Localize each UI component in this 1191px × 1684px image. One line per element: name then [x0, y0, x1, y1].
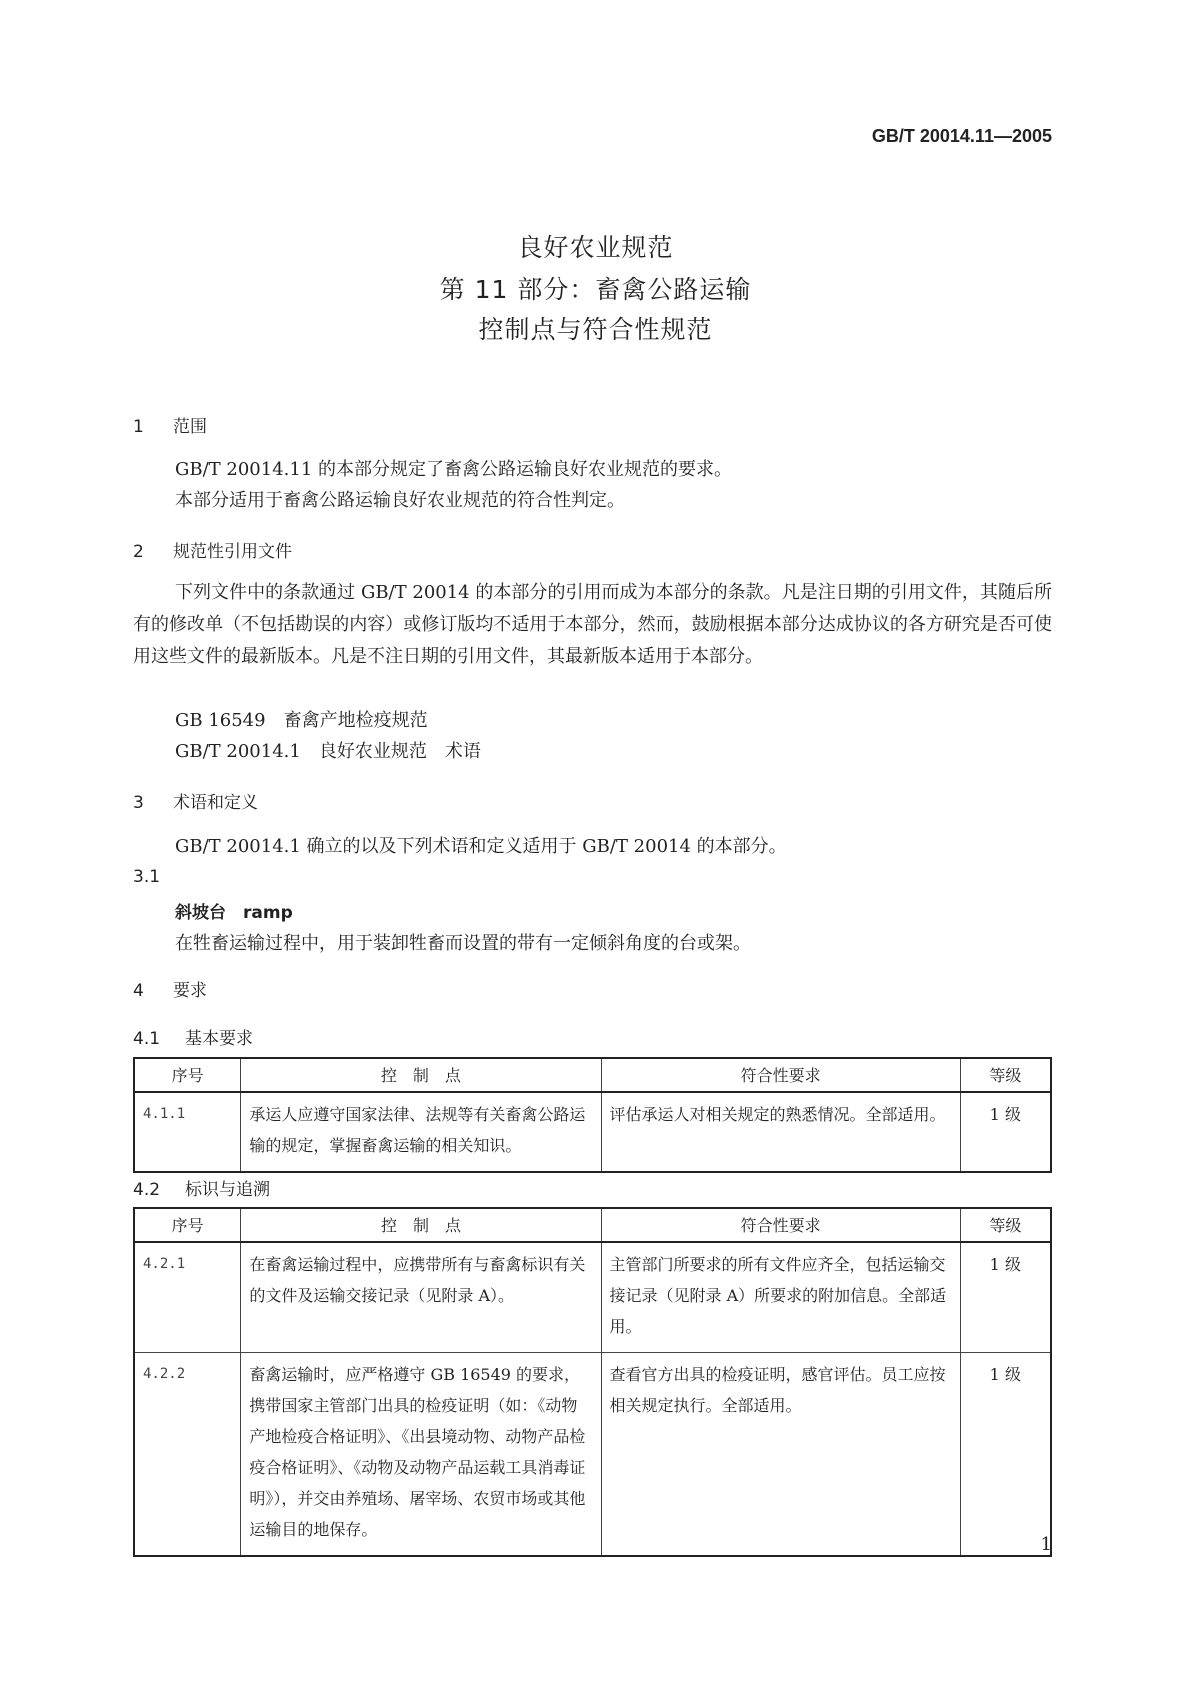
cell-id: 4.2.2 — [134, 1353, 241, 1557]
table-row — [134, 1092, 1051, 1172]
section-title: 术语和定义 — [173, 793, 258, 813]
section-title: 范围 — [173, 417, 207, 437]
section-1-heading — [133, 412, 207, 437]
section-title: 基本要求 — [185, 1029, 253, 1049]
table-header-row — [134, 1208, 1051, 1242]
definition: 在牲畜运输过程中，用于装卸牲畜而设置的带有一定倾斜角度的台或架。 — [175, 933, 751, 954]
cell-control-point: 在畜禽运输过程中，应携带所有与畜禽标识有关的文件及运输交接记录（见附录 A）。 — [241, 1242, 601, 1353]
subsection-number: 3.1 — [133, 867, 161, 887]
cell-id: 4.1.1 — [134, 1092, 241, 1172]
table-row — [134, 1242, 1051, 1353]
column-header: 序号 — [134, 1208, 241, 1242]
cell-id: 4.2.1 — [134, 1242, 241, 1353]
column-header: 符合性要求 — [601, 1208, 960, 1242]
table-header-row — [134, 1058, 1051, 1092]
table-row — [134, 1353, 1051, 1557]
section-number: 3 — [133, 793, 144, 813]
term: 斜坡台 ramp — [175, 903, 293, 923]
section-3-heading — [133, 788, 258, 813]
cell-level: 1 级 — [960, 1353, 1051, 1557]
reference-item: GB/T 20014.1 良好农业规范 术语 — [175, 741, 481, 762]
paragraph: GB/T 20014.1 确立的以及下列术语和定义适用于 GB/T 20014 的本部分。 — [175, 836, 787, 857]
column-header: 序号 — [134, 1058, 241, 1092]
section-number: 4.2 — [133, 1180, 161, 1200]
column-header: 符合性要求 — [601, 1058, 960, 1092]
page-number: 1 — [1040, 1534, 1052, 1555]
paragraph: 下列文件中的条款通过 GB/T 20014 的本部分的引用而成为本部分的条款。凡是注日期的引用文件，其随后所有的修改单（不包括勘误的内容）或修订版均不适用于本部分，然而，鼓励根据本部分达成协议的各方研究是否可使用这些文件的最新版本。凡是不注日期的引用文件，其最新版本适用于本部分。 — [133, 582, 1052, 667]
column-header: 控 制 点 — [241, 1208, 601, 1242]
section-title: 要求 — [173, 981, 207, 1001]
section-number: 4 — [133, 981, 144, 1001]
column-header: 等级 — [960, 1208, 1051, 1242]
column-header: 等级 — [960, 1058, 1051, 1092]
cell-level: 1 级 — [960, 1242, 1051, 1353]
table-identification-traceability — [133, 1207, 1052, 1557]
title-line-2: 第 11 部分：畜禽公路运输 — [439, 275, 752, 304]
cell-control-point: 畜禽运输时，应严格遵守 GB 16549 的要求，携带国家主管部门出具的检疫证明（如：《动物产地检疫合格证明》、《出县境动物、动物产品检疫合格证明》、《动物及动物产品运载工具消毒证明》），并交由养殖场、屠宰场、农贸市场或其他运输目的地保存。 — [241, 1353, 601, 1557]
cell-level: 1 级 — [960, 1092, 1051, 1172]
section-number: 1 — [133, 417, 144, 437]
section-4-heading — [133, 976, 207, 1001]
section-4-2-heading — [133, 1175, 270, 1200]
section-number: 2 — [133, 542, 144, 562]
title-line-1: 良好农业规范 — [517, 233, 674, 262]
cell-control-point: 承运人应遵守国家法律、法规等有关畜禽公路运输的规定，掌握畜禽运输的相关知识。 — [241, 1092, 601, 1172]
title-line-3: 控制点与符合性规范 — [478, 315, 713, 344]
column-header: 控 制 点 — [241, 1058, 601, 1092]
reference-item: GB 16549 畜禽产地检疫规范 — [175, 710, 428, 731]
section-number: 4.1 — [133, 1029, 161, 1049]
section-2-heading — [133, 537, 292, 562]
section-4-1-heading — [133, 1024, 253, 1049]
paragraph: 本部分适用于畜禽公路运输良好农业规范的符合性判定。 — [175, 490, 625, 511]
section-title: 标识与追溯 — [185, 1180, 270, 1200]
standard-code: GB/T 20014.11—2005 — [871, 126, 1052, 146]
cell-requirement: 查看官方出具的检疫证明，感官评估。员工应按相关规定执行。全部适用。 — [601, 1353, 960, 1557]
cell-requirement: 评估承运人对相关规定的熟悉情况。全部适用。 — [601, 1092, 960, 1172]
cell-requirement: 主管部门所要求的所有文件应齐全，包括运输交接记录（见附录 A）所要求的附加信息。全部适用。 — [601, 1242, 960, 1353]
table-basic-requirements — [133, 1057, 1052, 1173]
section-title: 规范性引用文件 — [173, 542, 292, 562]
paragraph: GB/T 20014.11 的本部分规定了畜禽公路运输良好农业规范的要求。 — [175, 459, 733, 480]
